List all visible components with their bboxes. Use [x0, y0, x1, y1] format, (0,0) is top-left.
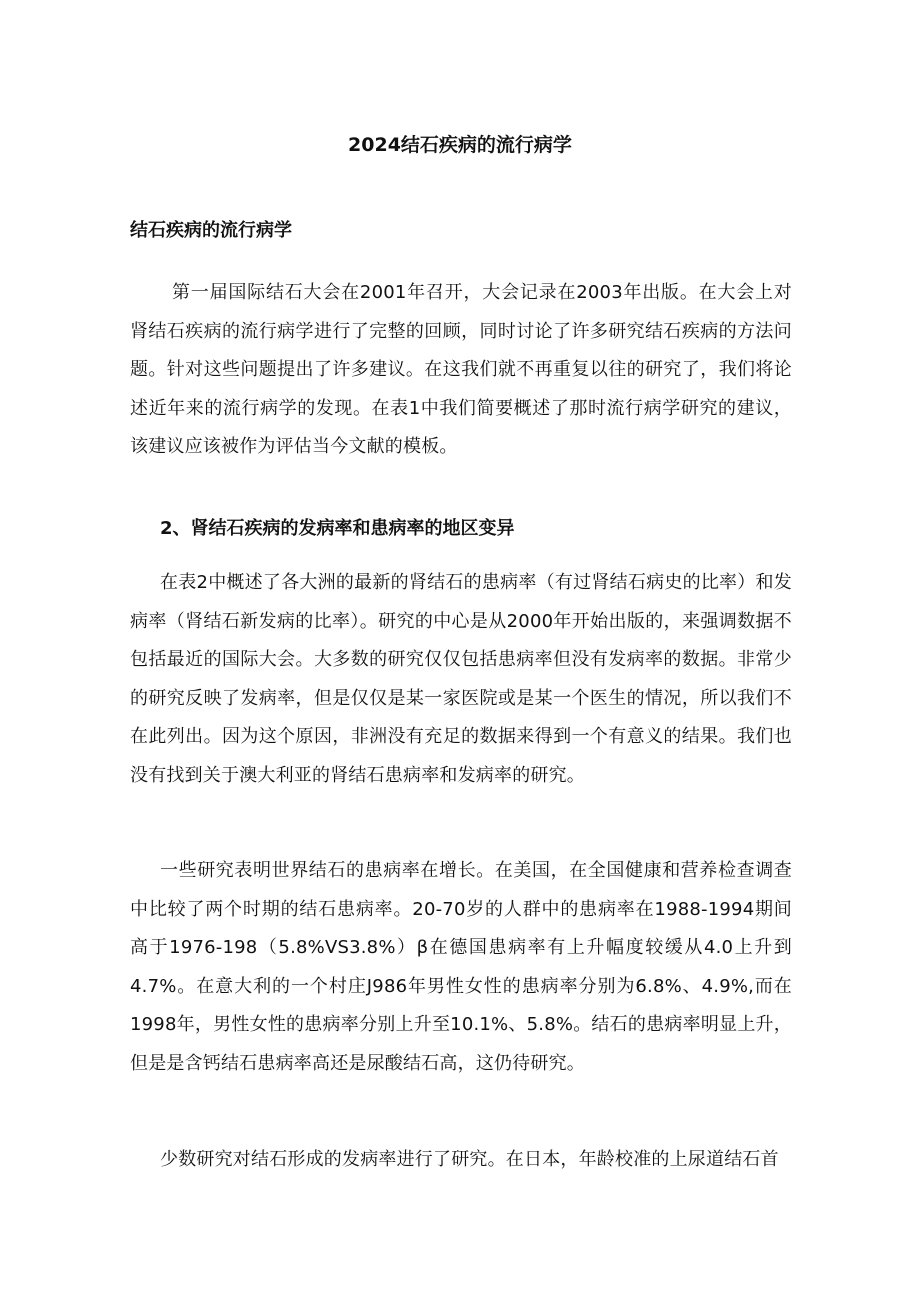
subheading-regional-variation: 2、肾结石疾病的发病率和患病率的地区变异 [160, 518, 515, 539]
paragraph-intro: 第一届国际结石大会在2001年召开，大会记录在2003年出版。在大会上对肾结石疾病的流行病学进行了完整的回顾，同时讨论了许多研究结石疾病的方法问题。针对这些问题提出了许多建议。在这我们就不再重复以往的研究了，我们将论述近年来的流行病学的发现。在表1中我们简要概述了那时流行病学研究的建议，该建议应该被作为评估当今文献的模板。 [130, 282, 792, 457]
paragraph-prevalence-trends: 一些研究表明世界结石的患病率在增长。在美国，在全国健康和营养检查调查中比较了两个时期的结石患病率。20-70岁的人群中的患病率在1988-1994期间高于1976-198（5.8%VS3.8%）β在德国患病率有上升幅度较缓从4.0上升到4.7%。在意大利的一个村庄J986年男性女性的患病率分别为6.8%、4.9%,而在1998年，男性女性的患病率分别上升至10.1%、5.8%。结石的患病率明显上升，但是是含钙结石患病率高还是尿酸结石高，这仍待研究。 [130, 860, 792, 1074]
paragraph-table-2-summary: 在表2中概述了各大洲的最新的肾结石的患病率（有过肾结石病史的比率）和发病率（肾结石新发病的比率）。研究的中心是从2000年开始出版的，来强调数据不包括最近的国际大会。大多数的研究仅仅包括患病率但没有发病率的数据。非常少的研究反映了发病率，但是仅仅是某一家医院或是某一个医生的情况，所以我们不在此列出。因为这个原因，非洲没有充足的数据来得到一个有意义的结果。我们也没有找到关于澳大利亚的肾结石患病率和发病率的研究。 [130, 572, 792, 786]
section-heading: 结石疾病的流行病学 [130, 220, 292, 241]
document-title: 2024结石疾病的流行病学 [348, 134, 572, 156]
paragraph-incidence-studies: 少数研究对结石形成的发病率进行了研究。在日本，年龄校准的上尿道结石首 [160, 1149, 779, 1170]
